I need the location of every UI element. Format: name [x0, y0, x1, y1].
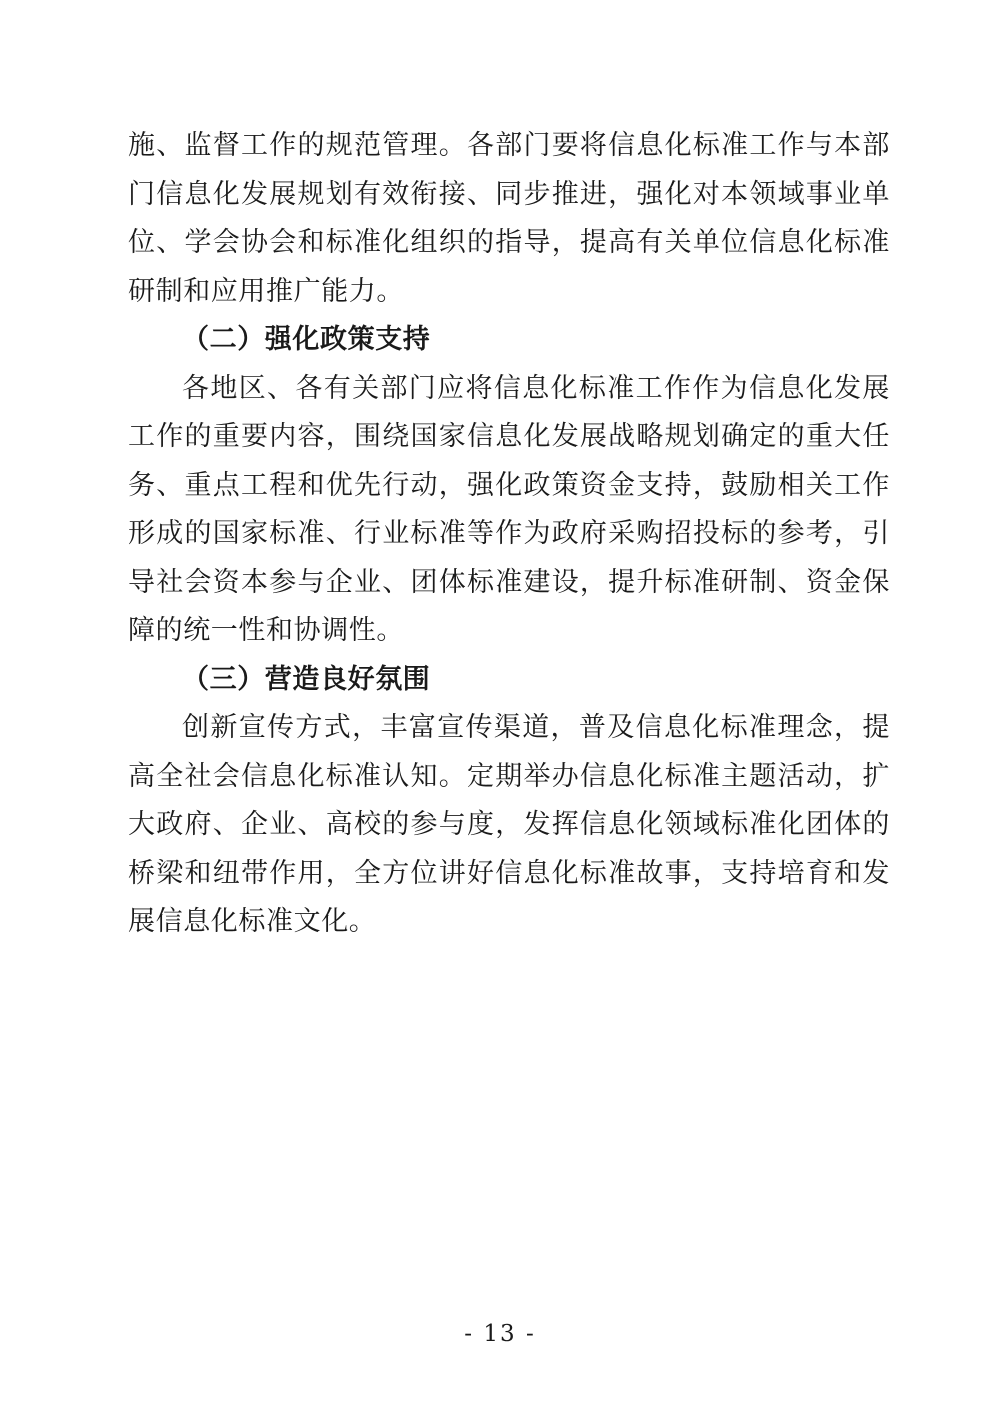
paragraph-continued: 施、监督工作的规范管理。各部门要将信息化标准工作与本部门信息化发展规划有效衔接、同步推进，强化对本领域事业单位、学会协会和标准化组织的指导，提高有关单位信息化标准研制和应用推广能力。 [128, 130, 890, 307]
document-body [128, 122, 890, 947]
section-heading-2: （二）强化政策支持 [182, 324, 431, 355]
paragraph-policy-support: 各地区、各有关部门应将信息化标准工作作为信息化发展工作的重要内容，围绕国家信息化发展战略规划确定的重大任务、重点工程和优先行动，强化政策资金支持，鼓励相关工作形成的国家标准、行业标准等作为政府采购招投标的参考，引导社会资本参与企业、团体标准建设，提升标准研制、资金保障的统一性和协调性。 [128, 372, 890, 646]
page-number: - 13 - [464, 1321, 536, 1347]
section-heading-3: （三）营造良好氛围 [182, 663, 431, 695]
paragraph-atmosphere: 创新宣传方式，丰富宣传渠道，普及信息化标准理念，提高全社会信息化标准认知。定期举办信息化标准主题活动，扩大政府、企业、高校的参与度，发挥信息化领域标准化团体的桥梁和纽带作用，全方位讲好信息化标准故事，支持培育和发展信息化标准文化。 [128, 712, 890, 937]
